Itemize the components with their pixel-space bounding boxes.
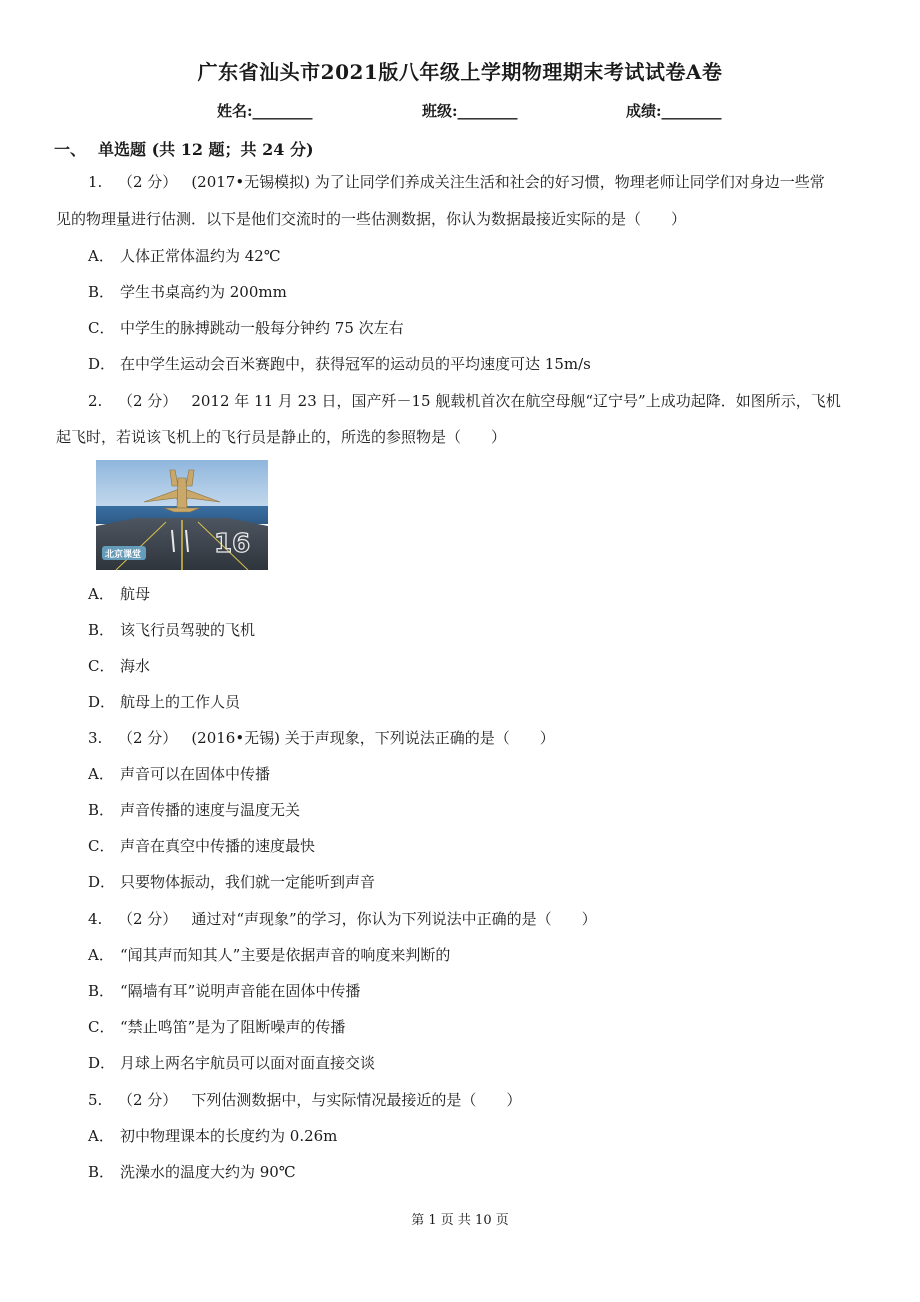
option-letter: D． <box>88 693 116 711</box>
carrier-jet-photo <box>96 460 268 570</box>
option-text: 航母 <box>120 585 151 603</box>
question-3-line-1 <box>88 727 555 749</box>
class-field-label: 班级:________ <box>422 102 518 120</box>
question-text: 通过对“声现象”的学习，你认为下列说法中正确的是（ ） <box>191 910 597 928</box>
question-number: 2. <box>88 392 103 410</box>
question-text: 下列估测数据中，与实际情况最接近的是（ ） <box>191 1091 522 1109</box>
option-text: 该飞行员驾驶的飞机 <box>120 621 256 639</box>
question-score: （2 分） <box>118 1091 178 1109</box>
option-letter: A． <box>88 765 114 783</box>
question-number: 3. <box>88 729 103 747</box>
option-letter: D． <box>88 1054 116 1072</box>
option-text: 洗澡水的温度大约为 90℃ <box>120 1163 296 1181</box>
question-2-line-2: 起飞时，若说该飞机上的飞行员是静止的，所选的参照物是（ ） <box>56 428 507 446</box>
name-field-label: 姓名:________ <box>217 102 313 120</box>
carrier-jet-illustration <box>96 460 268 570</box>
section-title: 单选题 (共 12 题；共 24 分) <box>98 140 314 159</box>
option-text: 声音可以在固体中传播 <box>120 765 271 783</box>
option-text: 中学生的脉搏跳动一般每分钟约 75 次左右 <box>120 319 404 337</box>
section-number: 一、 <box>54 140 87 159</box>
question-5-option-b <box>88 1161 296 1183</box>
question-score: （2 分） <box>118 173 178 191</box>
option-letter: C． <box>88 319 115 337</box>
option-letter: C． <box>88 1018 115 1036</box>
question-3-option-d <box>88 871 375 893</box>
score-field-label: 成绩:________ <box>626 102 722 120</box>
question-3-option-c <box>88 835 315 857</box>
image-watermark: 北京课堂 <box>105 550 142 560</box>
question-1-option-a <box>88 245 281 267</box>
question-number: 1. <box>88 173 103 191</box>
question-2-option-c <box>88 655 150 677</box>
question-1-line-1 <box>88 171 825 193</box>
option-text: 学生书桌高约为 200mm <box>120 283 287 301</box>
question-4-option-b <box>88 980 360 1002</box>
question-3-option-a <box>88 763 270 785</box>
option-letter: A． <box>88 1127 114 1145</box>
question-text: (2016•无锡) 关于声现象，下列说法正确的是（ ） <box>191 729 555 747</box>
question-5-option-a <box>88 1125 337 1147</box>
option-letter: A． <box>88 585 114 603</box>
deck-number: 16 <box>214 529 251 559</box>
question-text: (2017•无锡模拟) 为了让同学们养成关注生活和社会的好习惯，物理老师让同学们对身边一些常 <box>191 173 825 191</box>
option-text: “隔墙有耳”说明声音能在固体中传播 <box>120 982 361 1000</box>
option-text: 只要物体振动，我们就一定能听到声音 <box>120 873 376 891</box>
option-text: “禁止鸣笛”是为了阻断噪声的传播 <box>120 1018 346 1036</box>
option-text: 声音传播的速度与温度无关 <box>120 801 301 819</box>
option-letter: B． <box>88 283 115 301</box>
question-2-option-b <box>88 619 255 641</box>
option-letter: A． <box>88 946 114 964</box>
exam-title: 广东省汕头市2021版八年级上学期物理期末考试试卷A卷 <box>197 60 723 84</box>
question-score: （2 分） <box>118 729 178 747</box>
question-1-option-b <box>88 281 287 303</box>
option-letter: B． <box>88 982 115 1000</box>
question-2-line-1 <box>88 390 841 412</box>
question-2-option-a <box>88 583 150 605</box>
option-letter: B． <box>88 801 115 819</box>
question-2-option-d <box>88 691 240 713</box>
page-footer: 第 1 页 共 10 页 <box>411 1213 509 1228</box>
option-text: 初中物理课本的长度约为 0.26m <box>120 1127 338 1145</box>
option-text: 海水 <box>120 657 151 675</box>
question-1-option-c <box>88 317 404 339</box>
question-score: （2 分） <box>118 910 178 928</box>
question-4-option-c <box>88 1016 345 1038</box>
question-3-option-b <box>88 799 300 821</box>
option-letter: A． <box>88 247 114 265</box>
question-4-line-1 <box>88 908 597 930</box>
option-letter: B． <box>88 1163 115 1181</box>
section-heading <box>54 137 314 160</box>
question-text: 2012 年 11 月 23 日，国产歼－15 舰载机首次在航空母舰“辽宁号”上成功起降．如图所示，飞机 <box>191 392 841 410</box>
option-text: 航母上的工作人员 <box>120 693 241 711</box>
question-1-line-2: 见的物理量进行估测．以下是他们交流时的一些估测数据，你认为数据最接近实际的是（ ） <box>56 210 687 228</box>
question-4-option-d <box>88 1052 375 1074</box>
question-4-option-a <box>88 944 450 966</box>
student-info-row <box>0 100 920 124</box>
question-number: 5. <box>88 1091 103 1109</box>
option-letter: D． <box>88 873 116 891</box>
option-letter: B． <box>88 621 115 639</box>
option-text: 声音在真空中传播的速度最快 <box>120 837 316 855</box>
option-text: 在中学生运动会百米赛跑中，获得冠军的运动员的平均速度可达 15m/s <box>120 355 591 373</box>
option-text: 人体正常体温约为 42℃ <box>120 247 281 265</box>
question-score: （2 分） <box>118 392 178 410</box>
option-letter: C． <box>88 837 115 855</box>
option-letter: D． <box>88 355 116 373</box>
option-letter: C． <box>88 657 115 675</box>
question-1-option-d <box>88 353 591 375</box>
question-number: 4. <box>88 910 103 928</box>
question-5-line-1 <box>88 1089 521 1111</box>
option-text: “闻其声而知其人”主要是依据声音的响度来判断的 <box>120 946 451 964</box>
option-text: 月球上两名宇航员可以面对面直接交谈 <box>120 1054 376 1072</box>
